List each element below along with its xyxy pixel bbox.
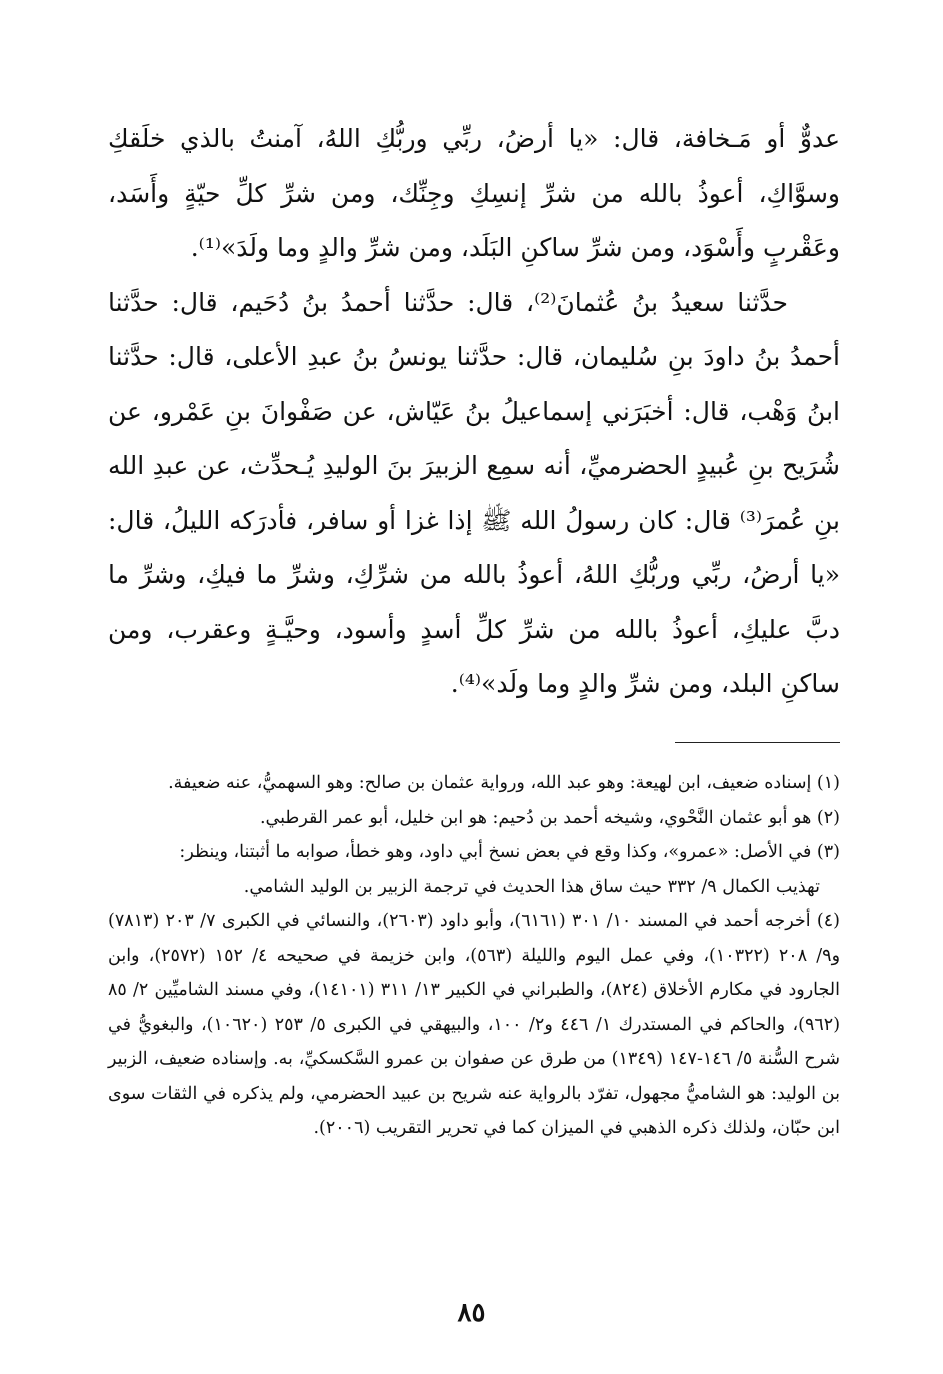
footnote-3: (٣) في الأصل: «عمرو»، وكذا وقع في بعض نسخ أبي داود، وهو خطأ، صوابه ما أثبتنا، وينظر: [179,842,840,862]
footnote-3-continuation: تهذيب الكمال ٩/ ٣٣٢ حيث ساق هذا الحديث في ترجمة الزبير بن الوليد الشامي. [243,876,820,897]
footnote-separator [675,742,840,743]
footnote-4: (٤) أخرجه أحمد في المسند ١٠/ ٣٠١ (٦١٦١)، وأبو داود (٢٦٠٣)، والنسائي في الكبرى ٧/ ٢٠٣ (٧٨١٣) و٩/ ٢٠٨ (١٠٣٢٢)، وفي عمل اليوم والليلة (٥٦٣)، وابن خزيمة في صحيحه ٤/ ١٥٢ (٢٥٧٢)، وابن الجارود في مكارم الأخلاق (٨٢٤)، والطبراني في الكبير ١٣/ ٣١١ (١٤١٠١)، وفي مسند الشاميِّين ٢/ ٨٥ (٩٦٢)، والحاكم في المستدرك ١/ ٤٤٦ و٢/ ١٠٠، والبيهقي في الكبرى ٥/ ٢٥٣ (١٠٦٢٠)، والبغويُّ في شرح السُّنة ٥/ ١٤٦-١٤٧ (١٣٤٩) من طرق عن صفوان بن عمرو السَّكسكيِّ، به. وإسناده ضعيف، الزبير بن الوليد: هو الشاميُّ مجهول، تفرّد بالرواية عنه شريح بن عبيد الحضرمي، ولم يذكره في الثقات سوى ابن حبّان، ولذلك ذكره الذهبي في الميزان كما في تحرير التقريب (٢٠٠٦). [108,911,841,1138]
page-number: ٨٥ [457,1298,486,1328]
paragraph: عدوٌّ أو مَـخافة، قال: «يا أرضُ، ربِّي وربُّكِ اللهُ، آمنتُ بالذي خلَقكِ وسوَّاكِ، أعوذُ بالله من شرِّ إنسِكِ وجِنِّك، ومن شرِّ كلِّ حيّةٍ وأَسَد، وعَقْربٍ وأَسْوَد، ومن شرِّ ساكنِ البَلَد، ومن شرِّ والدٍ وما ولَدَ»⁽¹⁾. [108,124,840,262]
footnotes [108,766,840,1146]
paragraph: حدَّثنا سعيدُ بنُ عُثمانَ⁽²⁾، قال: حدَّثنا أحمدُ بنُ دُحَيم، قال: حدَّثنا أحمدُ بنُ داودَ بنِ سُليمان، قال: حدَّثنا يونسُ بنُ عبدِ الأعلى، قال: حدَّثنا ابنُ وَهْب، قال: أخبَرَني إسماعيلُ بنُ عَيّاش، عن صَفْوانَ بنِ عَمْرو، عن شُرَيح بنِ عُبيدٍ الحضرميِّ، أنه سمِع الزبيرَ بنَ الوليدِ يُـحدِّث، عن عبدِ الله بنِ عُمرَ⁽³⁾ قال: كان رسولُ الله ﷺ إذا غزا أو سافر، فأدرَكه الليلُ، قال: «يا أرضُ، ربِّي وربُّكِ اللهُ، أعوذُ بالله من شرِّكِ، وشرِّ ما فيكِ، وشرِّ ما دبَّ عليكِ، أعوذُ بالله من شرِّ كلِّ أسدٍ وأسود، وحيَّـةٍ وعقرب، ومن ساكنِ البلد، ومن شرِّ والدٍ وما ولَد»⁽⁴⁾. [108,287,840,698]
footnote-1: (١) إسناده ضعيف، ابن لهيعة: وهو عبد الله، ورواية عثمان بن صالح: وهو السهميُّ، عنه ضعيفة. [168,773,840,793]
main-text [108,112,840,712]
footnote-2: (٢) هو أبو عثمان النَّحْوي، وشيخه أحمد بن دُحيم: هو ابن خليل، أبو عمر القرطبي. [259,807,840,828]
